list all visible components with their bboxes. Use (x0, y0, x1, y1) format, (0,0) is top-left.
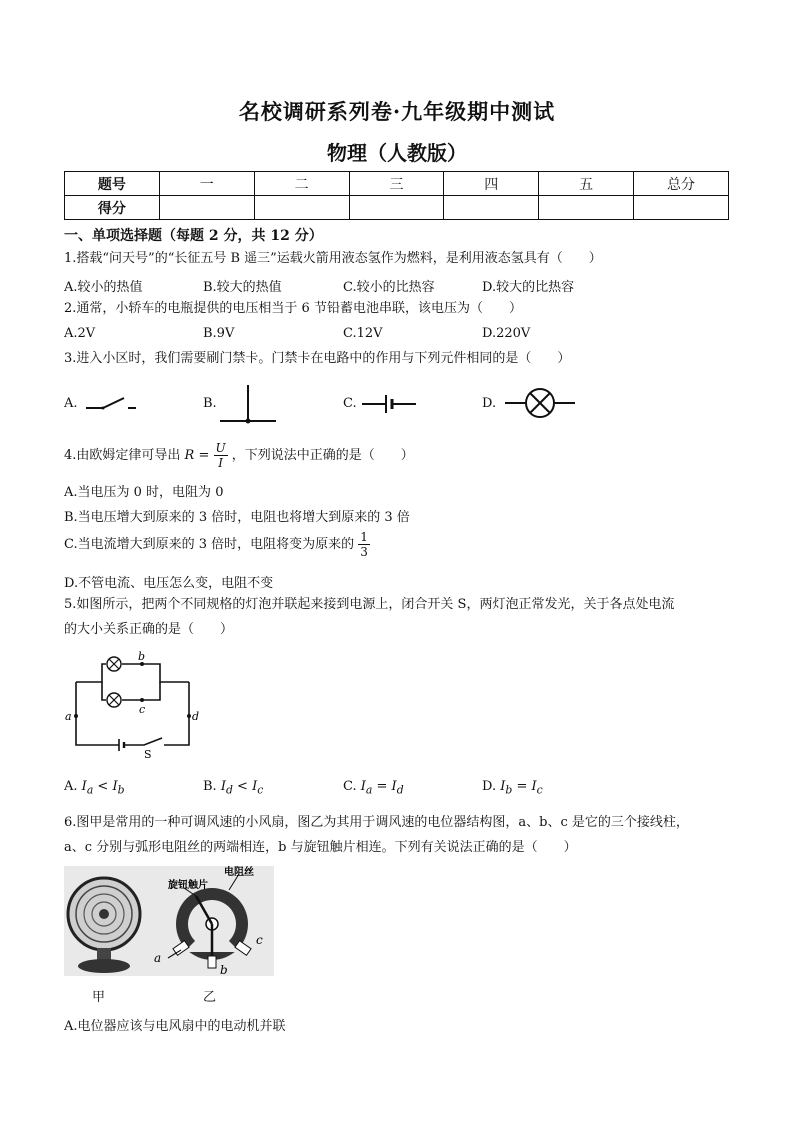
score-table-score-row (65, 196, 729, 220)
table-cell: 四 (444, 172, 539, 196)
question-6-stem-line1: 6.图甲是常用的一种可调风速的小风扇，图乙为其用于调风速的电位器结构图，a、b、c 是它的三个接线柱， (64, 815, 689, 830)
score-table (64, 171, 729, 220)
question-3-stem: 3.进入小区时，我们需要刷门禁卡。门禁卡在电路中的作用与下列元件相同的是（ ） (64, 351, 571, 366)
relation-operator: < (232, 779, 253, 794)
current-subscript: b (505, 783, 513, 797)
question-1-stem: 1.搭载“问天号”的“长征五号 B 遥三”运载火箭用液态氢作为燃料，是利用液态氢具有（ ） (64, 251, 602, 266)
question-4-option-c-text: C.当电流增大到原来的 3 倍时，电阻将变为原来的 (64, 537, 355, 552)
switch-symbol-icon (84, 390, 144, 420)
question-4-option-a[interactable]: A.当电压为 0 时，电阻为 0 (64, 485, 224, 500)
score-cell[interactable] (444, 196, 539, 220)
table-cell: 总分 (634, 172, 729, 196)
circuit-point-d-label: d (192, 710, 200, 723)
question-2-option-a[interactable]: A.2V (64, 326, 96, 341)
formula-numerator: U (215, 441, 226, 455)
question-4-stem-prefix: 4.由欧姆定律可导出 (64, 448, 181, 463)
current-symbol: I (220, 779, 226, 794)
score-table-header-row (65, 172, 729, 196)
figure-caption-jia: 甲 (92, 990, 106, 1005)
current-symbol: I (112, 779, 118, 794)
formula-lhs: R = (184, 448, 210, 463)
question-4-option-c[interactable] (64, 527, 370, 563)
question-5-stem-line1: 5.如图所示，把两个不同规格的灯泡并联起来接到电源上，闭合开关 S，两灯泡正常发光，关于各点处电流 (64, 597, 675, 612)
question-4-option-d[interactable]: D.不管电流、电压怎么变，电阻不变 (64, 576, 274, 591)
question-3-option-b[interactable]: B. (203, 396, 217, 411)
formula-fraction (214, 441, 228, 470)
question-2-option-b[interactable]: B.9V (203, 326, 235, 341)
current-subscript: c (257, 783, 264, 797)
ground-wire-symbol-icon (218, 383, 278, 428)
question-1-option-b[interactable]: B.较大的热值 (203, 280, 282, 295)
parallel-circuit-diagram (64, 650, 204, 761)
page-subtitle: 物理（人教版） (327, 141, 467, 165)
question-3-option-a[interactable]: A. (64, 396, 78, 411)
table-cell: 一 (159, 172, 254, 196)
question-5-option-b[interactable] (203, 779, 263, 797)
score-cell[interactable] (349, 196, 444, 220)
score-cell[interactable] (254, 196, 349, 220)
table-cell: 题号 (65, 172, 160, 196)
question-5-option-d[interactable] (482, 779, 543, 797)
question-4-option-b[interactable]: B.当电压增大到原来的 3 倍时，电阻也将增大到原来的 3 倍 (64, 510, 410, 525)
question-6-stem-line2: a、c 分别与弧形电阻丝的两端相连，b 与旋钮触片相连。下列有关说法正确的是（ ） (64, 840, 577, 855)
current-subscript: c (536, 783, 543, 797)
formula-denominator: I (218, 456, 223, 470)
current-subscript: b (117, 783, 125, 797)
question-6-option-a[interactable]: A.电位器应该与电风扇中的电动机并联 (64, 1019, 286, 1034)
battery-symbol-icon (360, 392, 420, 416)
table-cell: 三 (349, 172, 444, 196)
question-1-option-c[interactable]: C.较小的比热容 (343, 280, 435, 295)
current-symbol: I (81, 779, 87, 794)
table-cell: 二 (254, 172, 349, 196)
lamp-symbol-icon (505, 387, 575, 419)
question-3-option-d[interactable]: D. (482, 396, 497, 411)
question-2-option-c[interactable]: C.12V (343, 326, 383, 341)
question-5-stem-line2: 的大小关系正确的是（ ） (64, 622, 234, 637)
current-subscript: a (86, 783, 94, 797)
circuit-point-b-label: b (138, 650, 146, 663)
terminal-b-label: b (220, 963, 228, 977)
current-subscript: d (225, 783, 233, 797)
question-5-option-a[interactable] (64, 779, 125, 797)
circuit-point-c-label: c (139, 703, 146, 716)
current-subscript: a (365, 783, 373, 797)
relation-operator: < (93, 779, 113, 794)
question-5-option-c[interactable] (343, 779, 404, 797)
fraction-denominator: 3 (360, 545, 368, 559)
terminal-c-label: c (256, 933, 263, 947)
resistance-wire-label: 电阻丝 (224, 867, 254, 878)
current-symbol: I (360, 779, 366, 794)
current-subscript: d (396, 783, 404, 797)
question-3-option-c[interactable]: C. (343, 396, 357, 411)
current-symbol: I (391, 779, 397, 794)
knob-contact-label: 旋钮触片 (168, 880, 208, 891)
option-letter: D. (482, 779, 497, 794)
fraction-numerator: 1 (360, 530, 368, 544)
question-2-option-d[interactable]: D.220V (482, 326, 531, 341)
current-symbol: I (252, 779, 258, 794)
option-letter: C. (343, 779, 357, 794)
page-title: 名校调研系列卷·九年级期中测试 (238, 99, 556, 124)
circuit-switch-label: S (144, 748, 152, 761)
current-symbol: I (500, 779, 506, 794)
section-heading: 一、单项选择题（每题 2 分，共 12 分） (64, 228, 323, 244)
table-cell: 五 (539, 172, 634, 196)
score-cell[interactable] (539, 196, 634, 220)
table-cell: 得分 (65, 196, 160, 220)
circuit-point-a-label: a (65, 710, 72, 723)
question-1-option-d[interactable]: D.较大的比热容 (482, 280, 575, 295)
relation-operator: = (512, 779, 532, 794)
option-c-fraction (358, 530, 370, 559)
figure-caption-yi: 乙 (203, 990, 217, 1005)
terminal-a-label: a (154, 951, 162, 965)
question-1-option-a[interactable]: A.较小的热值 (64, 280, 143, 295)
score-cell[interactable] (634, 196, 729, 220)
relation-operator: = (372, 779, 392, 794)
fan-and-potentiometer-figure (64, 866, 274, 976)
question-2-stem: 2.通常，小轿车的电瓶提供的电压相当于 6 节铅蓄电池串联，该电压为（ ） (64, 301, 522, 316)
score-cell[interactable] (159, 196, 254, 220)
option-letter: A. (64, 779, 78, 794)
current-symbol: I (531, 779, 537, 794)
option-letter: B. (203, 779, 217, 794)
question-4-stem (64, 438, 414, 474)
question-4-stem-suffix: ，下列说法中正确的是（ ） (231, 448, 414, 463)
